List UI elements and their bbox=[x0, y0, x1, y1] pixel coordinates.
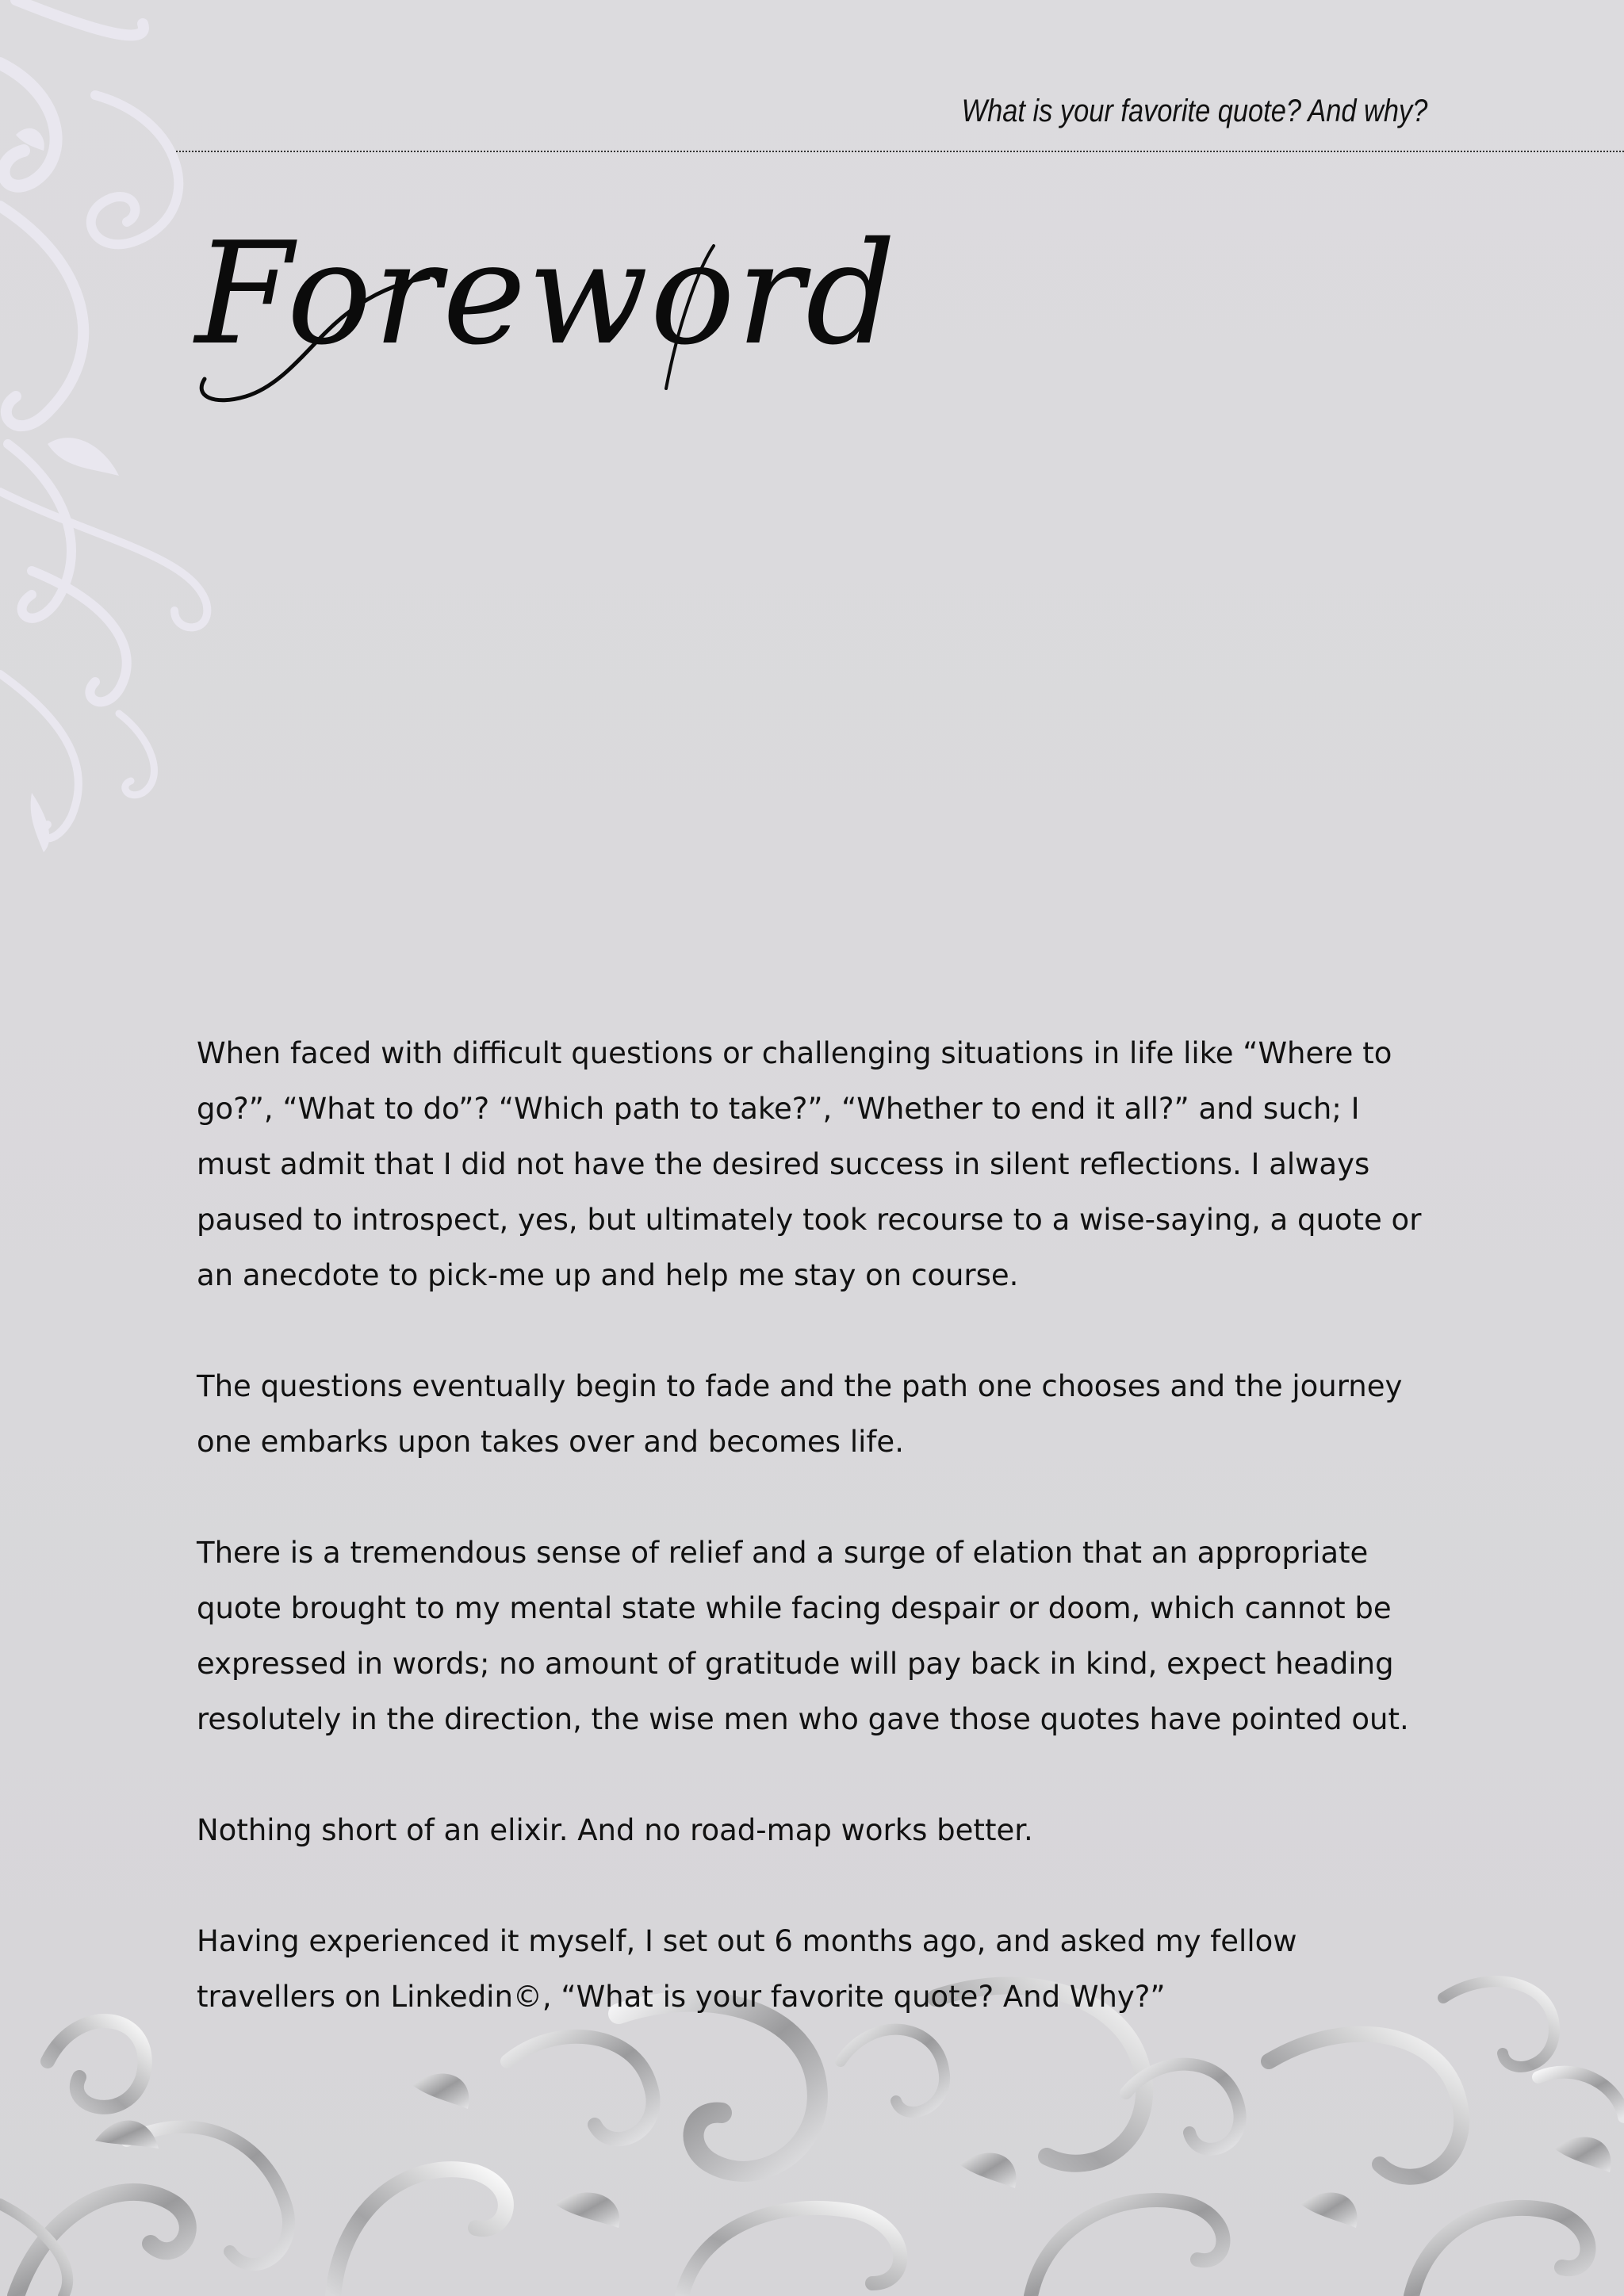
paragraph: Nothing short of an elixir. And no road-map works better. bbox=[197, 1813, 1033, 1847]
foreword-body bbox=[197, 1026, 1434, 2080]
left-swirl-ornament-icon bbox=[0, 0, 238, 872]
running-header: What is your favorite quote? And why? bbox=[961, 94, 1427, 128]
paragraph: Having experienced it myself, I set out 6 months ago, and asked my fellow travellers on Linkedin©, “What is your favorite quote? And Why?” bbox=[197, 1924, 1297, 2014]
paragraph: The questions eventually begin to fade and the path one chooses and the journey one embarks upon takes over and becomes life. bbox=[197, 1369, 1403, 1459]
paragraph: When faced with difficult questions or challenging situations in life like “Where to go?”, “What to do”? “Which path to take?”, “Whether to end it all?” and such; I must admit that I did not have the desired success in silent reflections. I always paused to introspect, yes, but ultimately took recourse to a wise-saying, a quote or an anecdote to pick-me up and help me stay on course. bbox=[197, 1036, 1422, 1292]
paragraph: There is a tremendous sense of relief and a surge of elation that an appropriate quote brought to my mental state while facing despair or doom, which cannot be expressed in words; no amount of gratitude will pay back in kind, expect heading resolutely in the direction, the wise men who gave those quotes have pointed out. bbox=[197, 1536, 1409, 1736]
header-divider bbox=[176, 151, 1624, 152]
chapter-title: Foreword bbox=[195, 212, 898, 376]
